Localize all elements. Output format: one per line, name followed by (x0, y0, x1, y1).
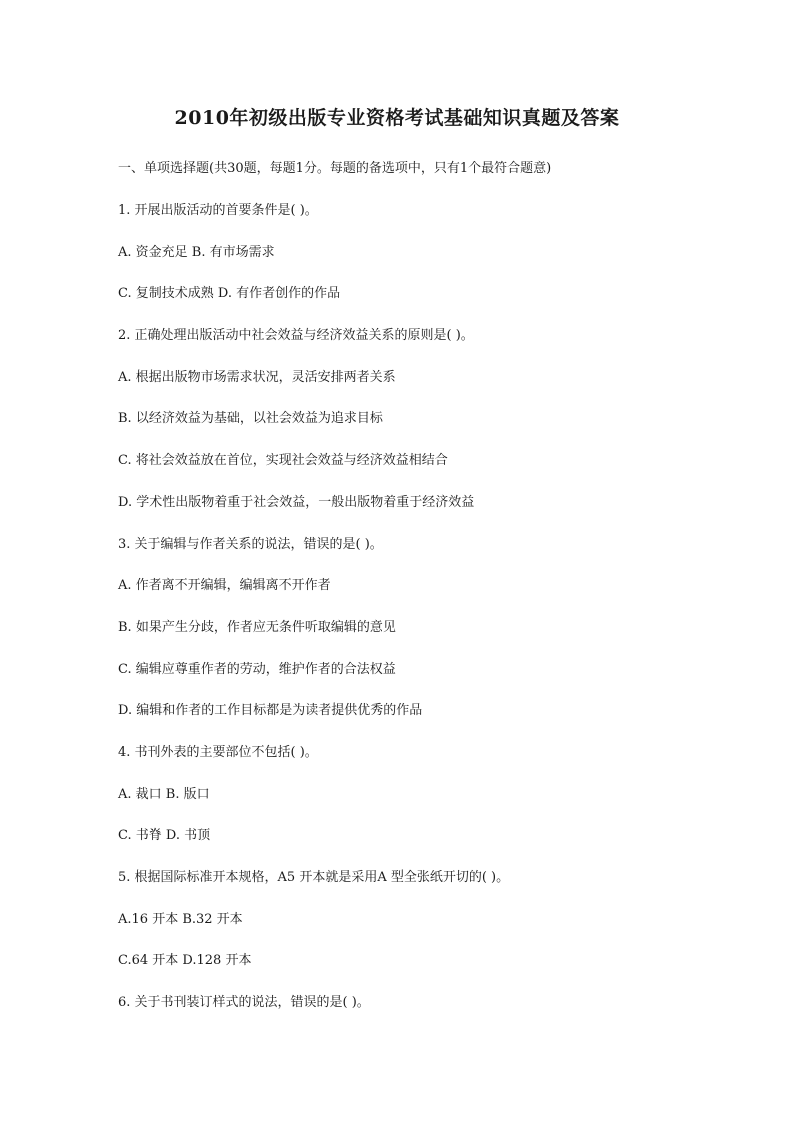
question-2-option-c: C. 将社会效益放在首位，实现社会效益与经济效益相结合 (118, 453, 448, 469)
question-3-option-c: C. 编辑应尊重作者的劳动，维护作者的合法权益 (118, 661, 396, 677)
question-5-options-ab: A.16 开本 B.32 开本 (118, 911, 243, 927)
question-3-option-b: B. 如果产生分歧，作者应无条件听取编辑的意见 (118, 619, 396, 635)
question-4-options-ab: A. 裁口 B. 版口 (118, 786, 210, 802)
question-2-option-d: D. 学术性出版物着重于社会效益，一般出版物着重于经济效益 (118, 494, 475, 510)
question-2: 2. 正确处理出版活动中社会效益与经济效益关系的原则是( )。 (118, 328, 474, 344)
question-2-option-b: B. 以经济效益为基础，以社会效益为追求目标 (118, 411, 383, 427)
question-4-options-cd: C. 书脊 D. 书顶 (118, 828, 211, 844)
question-3-option-a: A. 作者离不开编辑，编辑离不开作者 (118, 578, 331, 594)
question-3: 3. 关于编辑与作者关系的说法，错误的是( )。 (118, 536, 383, 552)
question-1-options-cd: C. 复制技术成熟 D. 有作者创作的作品 (118, 286, 341, 302)
question-1-options-ab: A. 资金充足 B. 有市场需求 (118, 244, 275, 260)
question-6: 6. 关于书刊装订样式的说法，错误的是( )。 (118, 995, 370, 1011)
question-3-option-d: D. 编辑和作者的工作目标都是为读者提供优秀的作品 (118, 703, 423, 719)
question-2-option-a: A. 根据出版物市场需求状况，灵活安排两者关系 (118, 369, 396, 385)
question-5-options-cd: C.64 开本 D.128 开本 (118, 953, 252, 969)
question-list (118, 200, 738, 1034)
section-heading: 一、单项选择题(共30题，每题1分。每题的备选项中，只有1个最符合题意) (118, 161, 552, 176)
document-title: 2010年初级出版专业资格考试基础知识真题及答案 (174, 107, 620, 129)
question-4: 4. 书刊外表的主要部位不包括( )。 (118, 744, 318, 760)
question-5: 5. 根据国际标准开本规格，A5 开本就是采用A 型全张纸开切的( )。 (118, 870, 510, 885)
question-1: 1. 开展出版活动的首要条件是( )。 (118, 203, 318, 218)
